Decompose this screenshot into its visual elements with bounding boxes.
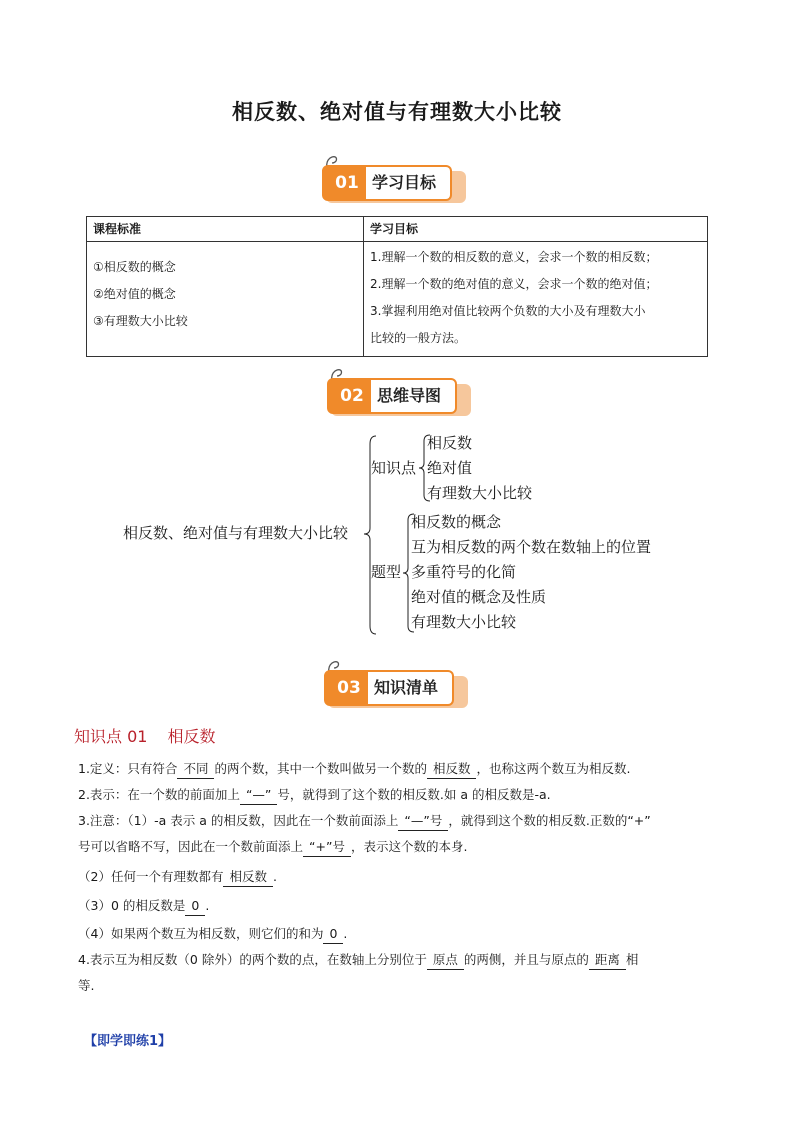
mindmap-leaf: 相反数 bbox=[427, 434, 473, 452]
mindmap-branch: 知识点 bbox=[371, 459, 417, 477]
standard-item: ①相反数的概念 bbox=[93, 260, 176, 274]
text: 等. bbox=[78, 978, 95, 993]
text: 3.注意：（1）-a 表示 a 的相反数，因此在一个数前面添上 bbox=[78, 813, 399, 828]
blank-answer: “+”号 bbox=[303, 838, 351, 857]
exercise-label: 【即学即练1】 bbox=[84, 1034, 172, 1049]
blank-answer: 不同 bbox=[177, 760, 214, 779]
goal-item: 2.理解一个数的绝对值的意义，会求一个数的绝对值； bbox=[370, 277, 658, 291]
standard-item: ③有理数大小比较 bbox=[93, 314, 188, 328]
knowledge-heading bbox=[74, 724, 215, 747]
text: 相 bbox=[625, 952, 639, 967]
blank-answer: 0 bbox=[323, 925, 343, 944]
text: 的两侧，并且与原点的 bbox=[463, 952, 589, 967]
paragraph-notation bbox=[78, 782, 728, 808]
goal-item: 1.理解一个数的相反数的意义，会求一个数的相反数； bbox=[370, 250, 658, 264]
paragraph-definition bbox=[78, 756, 728, 782]
mindmap-leaf: 有理数大小比较 bbox=[427, 484, 533, 502]
mindmap-leaf: 有理数大小比较 bbox=[411, 613, 517, 631]
goal-item: 3.掌握利用绝对值比较两个负数的大小及有理数大小 bbox=[370, 304, 646, 318]
blank-answer: “—”号 bbox=[398, 812, 448, 831]
section-number: 03 bbox=[324, 670, 374, 706]
mindmap-leaf: 互为相反数的两个数在数轴上的位置 bbox=[411, 538, 652, 556]
knowledge-heading-prefix: 知识点 01 bbox=[74, 727, 148, 746]
table-header: 学习目标 bbox=[364, 217, 708, 242]
text: （4）如果两个数互为相反数，则它们的和为 bbox=[78, 926, 324, 941]
text: ，也称这两个数互为相反数. bbox=[476, 761, 631, 776]
text: 的两个数，其中一个数叫做另一个数的 bbox=[214, 761, 427, 776]
section-number: 02 bbox=[327, 378, 377, 414]
paragraph-notes bbox=[78, 808, 728, 860]
text: . bbox=[205, 898, 210, 913]
paragraph-note-4 bbox=[78, 921, 728, 947]
blank-answer: 0 bbox=[185, 897, 205, 916]
blank-answer: 原点 bbox=[427, 951, 464, 970]
blank-answer: 距离 bbox=[589, 951, 626, 970]
blank-answer: “—” bbox=[240, 786, 277, 805]
blank-answer: 相反数 bbox=[223, 868, 273, 887]
text: 1.定义：只有符合 bbox=[78, 761, 178, 776]
standard-item: ②绝对值的概念 bbox=[93, 287, 176, 301]
section-label: 思维导图 bbox=[371, 378, 457, 414]
mindmap-leaf: 绝对值 bbox=[427, 459, 473, 477]
text: 号，就得到了这个数的相反数.如 a 的相反数是-a. bbox=[277, 787, 551, 802]
mindmap-leaf: 相反数的概念 bbox=[411, 513, 502, 531]
text: （2）任何一个有理数都有 bbox=[78, 869, 224, 884]
goal-item: 比较的一般方法。 bbox=[370, 331, 467, 345]
mindmap-branch: 题型 bbox=[371, 563, 402, 581]
paragraph-note-3 bbox=[78, 893, 728, 919]
blank-answer: 相反数 bbox=[427, 760, 477, 779]
section-label: 学习目标 bbox=[366, 165, 452, 201]
text: 2.表示：在一个数的前面加上 bbox=[78, 787, 240, 802]
table-header: 课程标准 bbox=[87, 217, 364, 242]
page-title: 相反数、绝对值与有理数大小比较 bbox=[232, 100, 562, 124]
section-label: 知识清单 bbox=[368, 670, 454, 706]
section-badge-03 bbox=[324, 670, 474, 712]
text: . bbox=[272, 869, 277, 884]
text: ，表示这个数的本身. bbox=[350, 839, 468, 854]
text: ，就得到这个数的相反数.正数的“+” bbox=[448, 813, 651, 828]
paragraph-note-2 bbox=[78, 864, 728, 890]
section-number: 01 bbox=[322, 165, 372, 201]
text: （3）0 的相反数是 bbox=[78, 898, 186, 913]
mindmap-root: 相反数、绝对值与有理数大小比较 bbox=[123, 524, 349, 542]
mindmap-leaf: 多重符号的化简 bbox=[411, 563, 517, 581]
paragraph-position bbox=[78, 947, 728, 999]
mindmap-leaf: 绝对值的概念及性质 bbox=[411, 588, 547, 606]
text: 号可以省略不写，因此在一个数前面添上 bbox=[78, 839, 304, 854]
text: . bbox=[343, 926, 348, 941]
text: 4.表示互为相反数（0 除外）的两个数的点，在数轴上分别位于 bbox=[78, 952, 427, 967]
knowledge-heading-title: 相反数 bbox=[167, 727, 216, 746]
